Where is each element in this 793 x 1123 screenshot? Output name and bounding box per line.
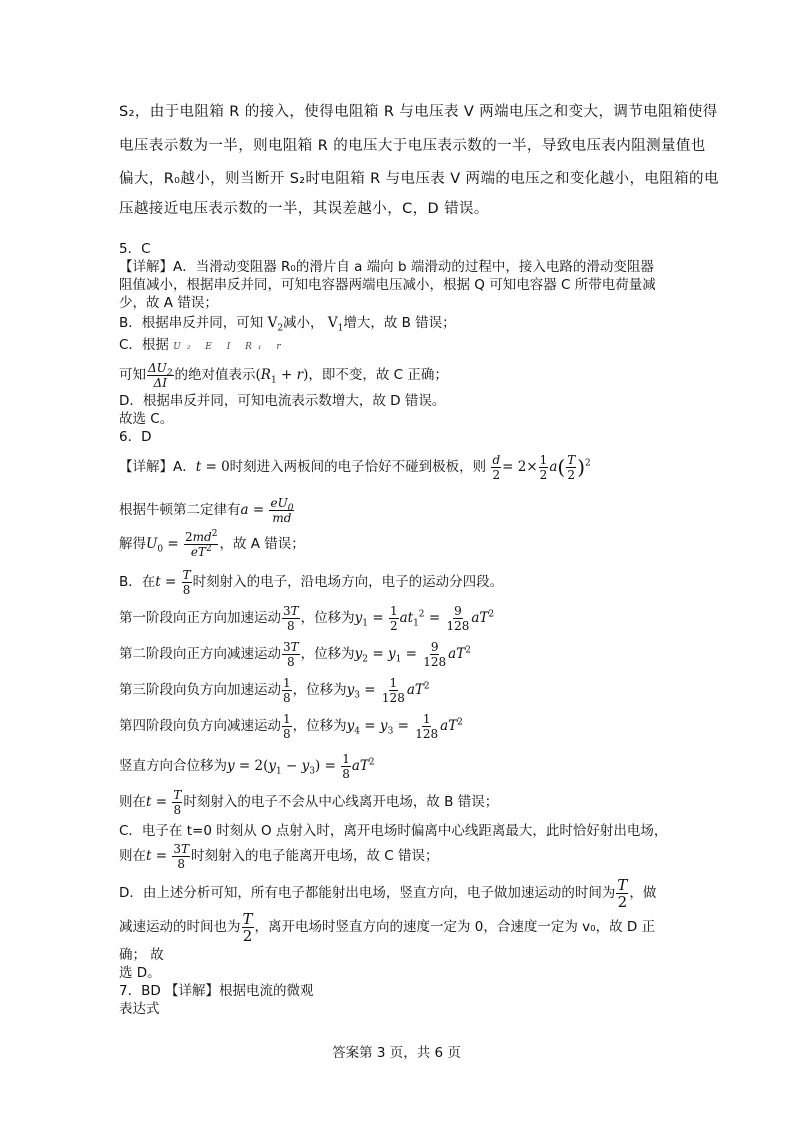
text-line: D．由上述分析可知，所有电子都能射出电场，竖直方向，电子做加速运动的时间为 $\frac{T}{2}$ ，做: [119, 875, 657, 911]
v1-symbol: $V_1$: [327, 315, 344, 334]
v2-symbol: $V_2$: [267, 315, 284, 334]
text-line: 根据牛顿第二定律有a = $\frac{eU_0}{md}$: [119, 495, 294, 525]
text-line: 竖直方向合位移为$y = 2(y_1 - y_3)$ = $\frac{1}{8}$ $aT^2$: [119, 751, 375, 781]
text-line: 阻值减小，根据串反并同，可知电容器两端电压减小，根据 Q 可知电容器 C 所带电荷量减: [119, 277, 656, 293]
text-line: 偏大，R₀越小，则当断开 S₂时电阻箱 R 与电压表 V 两端的电压之和变化越小，电阻箱的电: [119, 171, 719, 187]
text-line: 第一阶段向正方向加速运动 $\frac{3T}{8}$ ，位移为$y_1$ = $\frac{1}{2}$ $at_1^2$ = $\frac{9}{128}$ $aT^2$: [119, 603, 495, 633]
text-line: 选 D。: [119, 965, 161, 981]
text-line: 7．BD 【详解】根据电流的微观: [119, 983, 314, 999]
answer-number: 6．D: [119, 429, 152, 445]
text-line: S₂，由于电阻箱 R 的接入，使得电阻箱 R 与电压表 V 两端电压之和变大，调节电阻箱使得: [119, 104, 718, 120]
text-line: C．根据 U₂ E I R₁ r: [119, 337, 287, 353]
text-line: 则在t = $\frac{3T}{8}$ 时刻射入的电子能离开电场，故 C 错误；: [119, 841, 439, 871]
text-line: B．在t = $\frac{T}{8}$ 时刻射入的电子，沿电场方向，电子的运动分四段。: [119, 567, 504, 597]
text-line: 电压表示数为一半，则电阻箱 R 的电压大于电压表示数的一半，导致电压表内阻测量值也: [119, 138, 706, 154]
text-line: C．电子在 t=0 时刻从 O 点射入时，离开电场时偏离中心线距离最大，此时恰好射出电场，: [119, 823, 668, 839]
text-line: 少，故 A 错误；: [119, 295, 218, 311]
text-line: 第二阶段向正方向减速运动 $\frac{3T}{8}$ ，位移为$y_2 = y_1$ = $\frac{9}{128}$ $aT^2$: [119, 639, 471, 669]
text-line: 确； 故: [119, 947, 164, 963]
text-line: 压越接近电压表示数的一半，其误差越小，C，D 错误。: [119, 201, 489, 217]
text-line: 【详解】A．t = 0时刻进入两板间的电子恰好不碰到极板，则 $\frac{d}{2}$ = 2× $\frac{1}{2}$ a( $\frac{T}{2}$ )$^2$: [119, 452, 591, 482]
text-line: 故选 C。: [119, 411, 174, 427]
text-line: 第四阶段向负方向减速运动 $\frac{1}{8}$ ，位移为$y_4 = y_3$ = $\frac{1}{128}$ $aT^2$: [119, 711, 463, 741]
page-footer: 答案第 3 页，共 6 页: [332, 1045, 461, 1061]
text-line: 减速运动的时间也为 $\frac{T}{2}$ ，离开电场时竖直方向的速度一定为 0，合速度一定为 v₀，故 D 正: [119, 909, 656, 945]
formula-fragment: U₂ E I R₁ r: [173, 342, 287, 352]
text-line: 第三阶段向负方向加速运动 $\frac{1}{8}$ ，位移为$y_3$ = $\frac{1}{128}$ $aT^2$: [119, 675, 430, 705]
text-line: 则在t = $\frac{T}{8}$ 时刻射入的电子不会从中心线离开电场，故 B 错误；: [119, 787, 499, 817]
text-line: 可知 $\frac{\Delta U_2}{\Delta I}$ 的绝对值表示$(R_1 + r)$，即不变，故 C 正确；: [119, 360, 448, 390]
text-line: D．根据串反并同，可知电流表示数增大，故 D 错误。: [119, 393, 446, 409]
text-line: 解得$U_0$ = $\frac{2md^2}{eT^2}$ ，故 A 错误；: [119, 528, 305, 559]
text-line: 表达式: [119, 1001, 160, 1017]
answer-number: 5．C: [119, 241, 151, 257]
text-line: B．根据串反并同，可知 $V_2$减小， $V_1$增大，故 B 错误；: [119, 315, 456, 334]
text-line: 【详解】A．当滑动变阻器 R₀的滑片自 a 端向 b 端滑动的过程中，接入电路的滑动变阻器: [119, 259, 654, 275]
